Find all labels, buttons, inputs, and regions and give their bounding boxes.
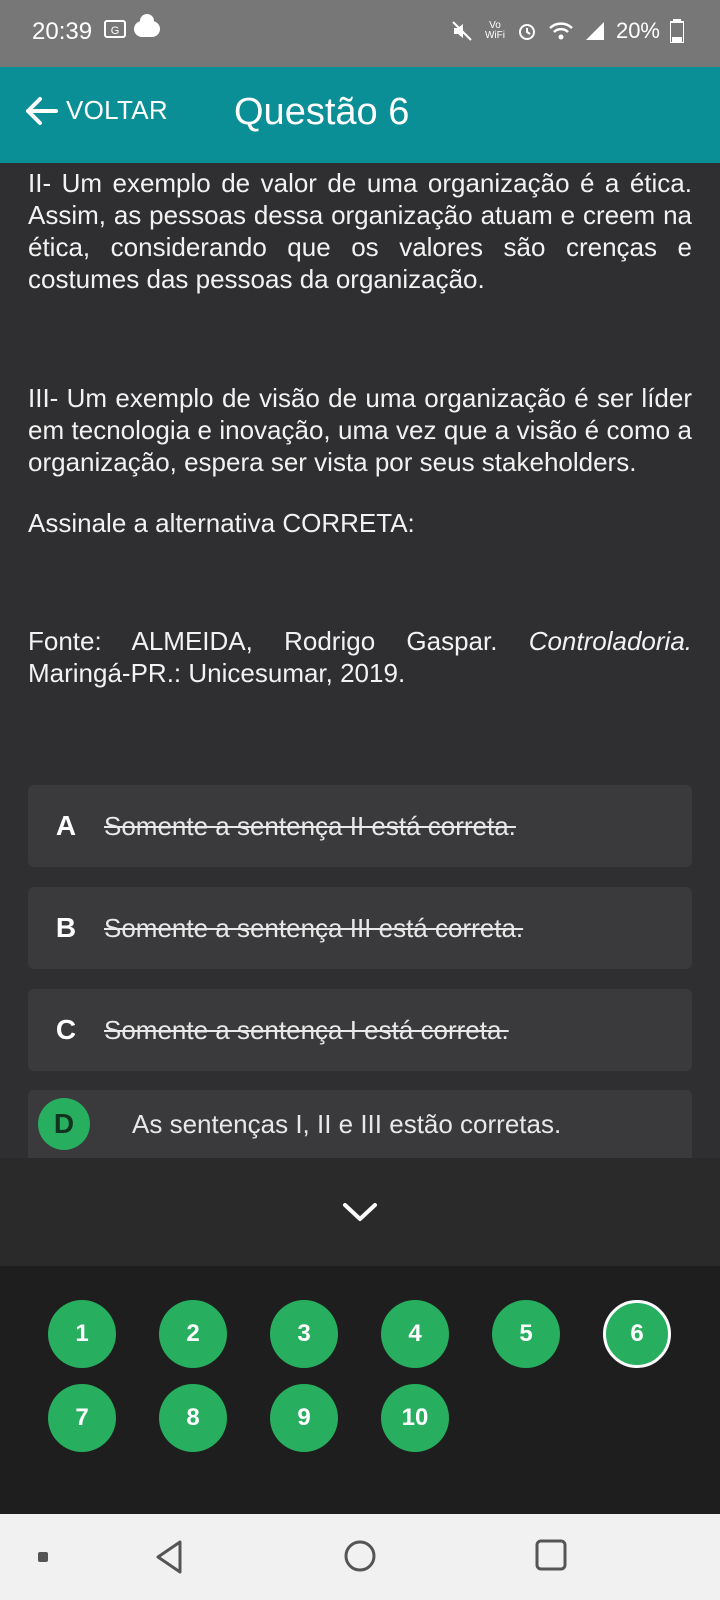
recents-nav-icon[interactable] — [534, 1538, 568, 1572]
option-letter: C — [55, 1014, 77, 1045]
question-button-2[interactable]: 2 — [159, 1300, 227, 1368]
alarm-icon — [516, 20, 538, 42]
question-button-3[interactable]: 3 — [270, 1300, 338, 1368]
collapse-bar[interactable] — [0, 1158, 720, 1266]
battery-percent: 20% — [615, 18, 660, 43]
battery-icon — [670, 19, 684, 43]
question-button-8[interactable]: 8 — [159, 1384, 227, 1452]
option-a[interactable] — [28, 785, 692, 867]
gallery-notification-icon: G — [104, 20, 126, 38]
option-d[interactable] — [28, 1090, 692, 1158]
back-nav-icon[interactable] — [152, 1538, 186, 1576]
source-citation — [28, 625, 692, 689]
question-button-7[interactable]: 7 — [48, 1384, 116, 1452]
signal-icon — [584, 20, 606, 42]
home-nav-icon[interactable] — [342, 1538, 378, 1574]
status-time: 20:39 — [32, 18, 93, 45]
statement-iii: III- Um exemplo de visão de uma organização é ser líder em tecnologia e inovação, uma vez que a visão é como a organização, espera ser vista por seus stakeholders. — [28, 383, 692, 477]
source-prefix: Fonte: ALMEIDA, Rodrigo Gaspar. — [28, 626, 529, 656]
source-title: Controladoria. — [528, 626, 692, 656]
back-button[interactable] — [24, 95, 168, 126]
mute-icon — [450, 19, 474, 43]
option-letter: B — [55, 912, 77, 943]
option-text: As sentenças I, II e III estão corretas. — [132, 1108, 562, 1139]
question-button-4[interactable]: 4 — [381, 1300, 449, 1368]
question-button-6-active[interactable]: 6 — [603, 1300, 671, 1368]
question-button-10[interactable]: 10 — [381, 1384, 449, 1452]
status-bar — [0, 0, 720, 67]
option-b[interactable] — [28, 887, 692, 969]
option-text: Somente a sentença II está correta. — [104, 810, 516, 841]
option-letter-selected: D — [38, 1098, 90, 1150]
system-nav-bar — [0, 1514, 720, 1600]
chevron-down-icon — [340, 1198, 380, 1226]
cloud-icon — [134, 21, 160, 37]
question-button-9[interactable]: 9 — [270, 1384, 338, 1452]
source-suffix: Maringá-PR.: Unicesumar, 2019. — [28, 658, 406, 688]
question-button-1[interactable]: 1 — [48, 1300, 116, 1368]
back-label: VOLTAR — [66, 95, 168, 125]
option-letter: A — [55, 810, 77, 841]
page-title: Questão 6 — [234, 91, 410, 133]
arrow-left-icon — [24, 96, 58, 126]
nav-dot-icon — [38, 1552, 48, 1562]
option-text: Somente a sentença III está correta. — [104, 912, 524, 943]
question-navigator — [0, 1266, 720, 1514]
option-text: Somente a sentença I está correta. — [104, 1014, 509, 1045]
vowifi-icon: Vo WiFi — [484, 20, 505, 41]
instruction-text: Assinale a alternativa CORRETA: — [28, 508, 415, 538]
statement-ii: II- Um exemplo de valor de uma organização é a ética. Assim, as pessoas dessa organização atuam e creem na ética, considerando que os valores são crenças e costumes das pessoas da organização. — [28, 168, 692, 294]
wifi-icon — [548, 20, 574, 42]
status-left-icons — [104, 20, 160, 38]
app-bar — [0, 67, 720, 163]
question-button-5[interactable]: 5 — [492, 1300, 560, 1368]
option-c[interactable] — [28, 989, 692, 1071]
status-right-icons — [450, 18, 684, 44]
